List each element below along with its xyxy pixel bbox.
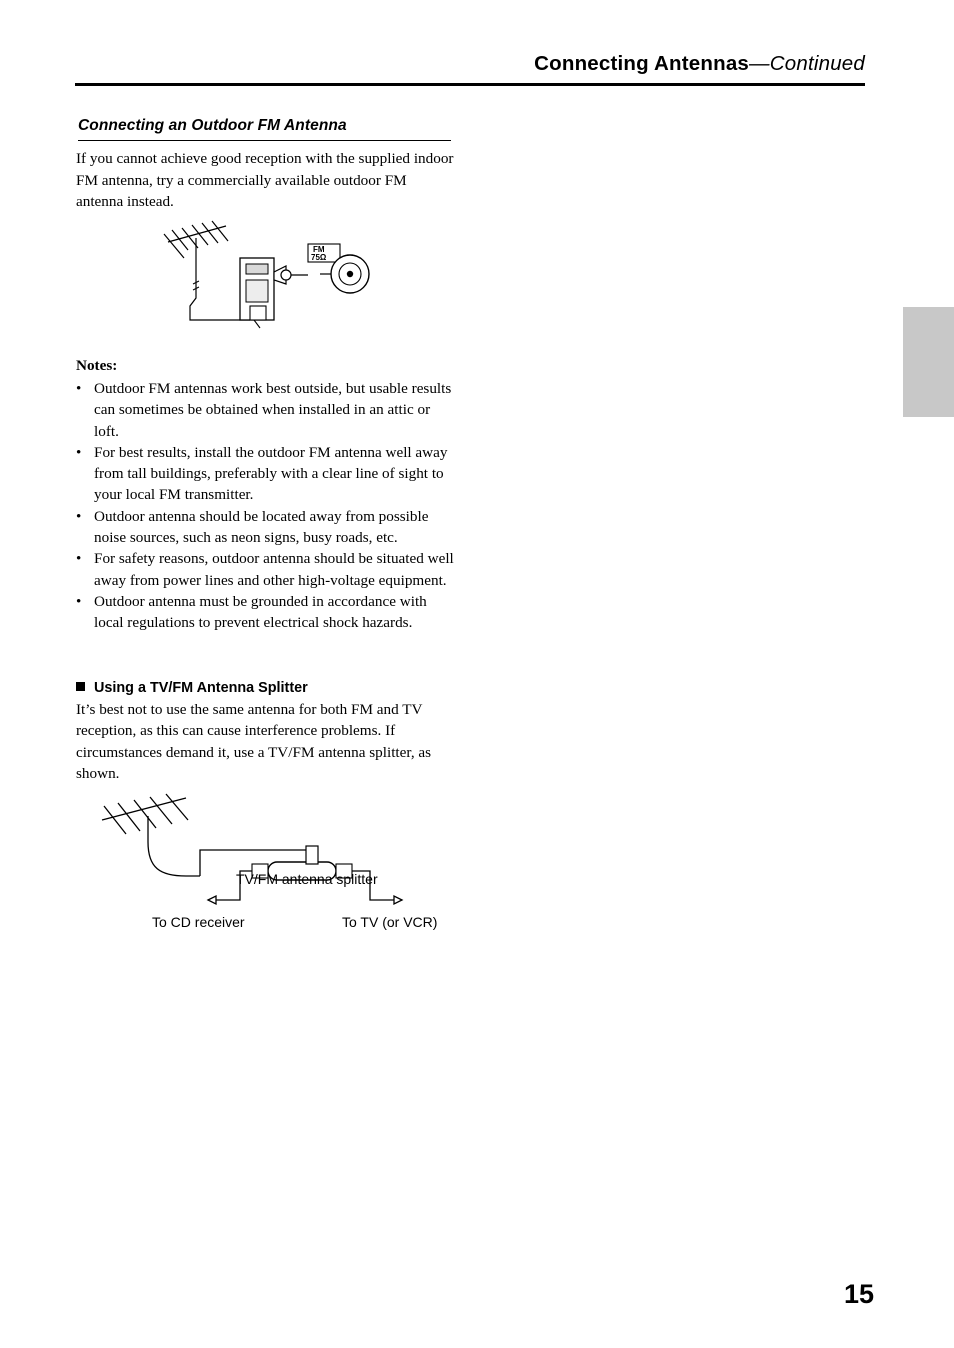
splitter-left-caption: To CD receiver: [152, 914, 245, 930]
page-header: [75, 52, 865, 76]
section-divider: [78, 140, 451, 141]
list-item: [76, 442, 458, 506]
figure-outdoor-fm-antenna: [150, 220, 390, 340]
notes-heading: Notes:: [76, 357, 118, 374]
subsection-heading: [76, 680, 308, 696]
note-text: For best results, install the outdoor FM antenna well away from tall buildings, preferably with a clear line of sight to your local FM transmitter.: [94, 443, 448, 504]
list-item: [76, 378, 458, 442]
fm-terminal-label-line2: 75Ω: [311, 253, 327, 262]
note-text: Outdoor FM antennas work best outside, but usable results can sometimes be obtained when installed in an attic or loft.: [94, 380, 452, 440]
splitter-caption: TV/FM antenna splitter: [236, 871, 378, 887]
bullet-glyph: •: [76, 592, 82, 610]
header-continued: —Continued: [749, 52, 865, 75]
note-text: Outdoor antenna should be located away from possible noise sources, such as neon signs, busy roads, etc.: [94, 507, 429, 547]
subsection-heading-text: Using a TV/FM Antenna Splitter: [94, 680, 308, 696]
section-intro-text: If you cannot achieve good reception with the supplied indoor FM antenna, try a commercially available outdoor FM antenna instead.: [76, 150, 454, 210]
antenna-plug-icon: [240, 258, 308, 328]
bullet-glyph: •: [76, 443, 82, 461]
page-number: 15: [843, 1279, 874, 1309]
list-item: [76, 548, 458, 591]
splitter-right-caption: To TV (or VCR): [342, 914, 438, 930]
note-text: For safety reasons, outdoor antenna should be situated well away from power lines and other high-voltage equipment.: [94, 550, 454, 589]
bullet-glyph: •: [76, 507, 82, 525]
header-divider: [75, 83, 865, 86]
subsection-body-text: It’s best not to use the same antenna for both FM and TV reception, as this can cause interference problems. If circumstances demand it, use a TV/FM antenna splitter, as shown.: [76, 701, 432, 782]
notes-list: [76, 378, 458, 634]
section-title: Connecting an Outdoor FM Antenna: [78, 117, 347, 134]
square-bullet-icon: [76, 682, 85, 691]
outdoor-antenna-diagram: [150, 220, 390, 340]
note-text: Outdoor antenna must be grounded in accordance with local regulations to prevent electrical shock hazards.: [94, 592, 427, 632]
list-item: [76, 506, 458, 549]
list-item: [76, 591, 458, 634]
bullet-glyph: •: [76, 550, 82, 568]
header-title: Connecting Antennas: [534, 52, 750, 75]
bullet-glyph: •: [76, 380, 82, 397]
page-side-tab: [903, 307, 954, 417]
fm-terminal-label-line1: FM: [313, 245, 325, 254]
